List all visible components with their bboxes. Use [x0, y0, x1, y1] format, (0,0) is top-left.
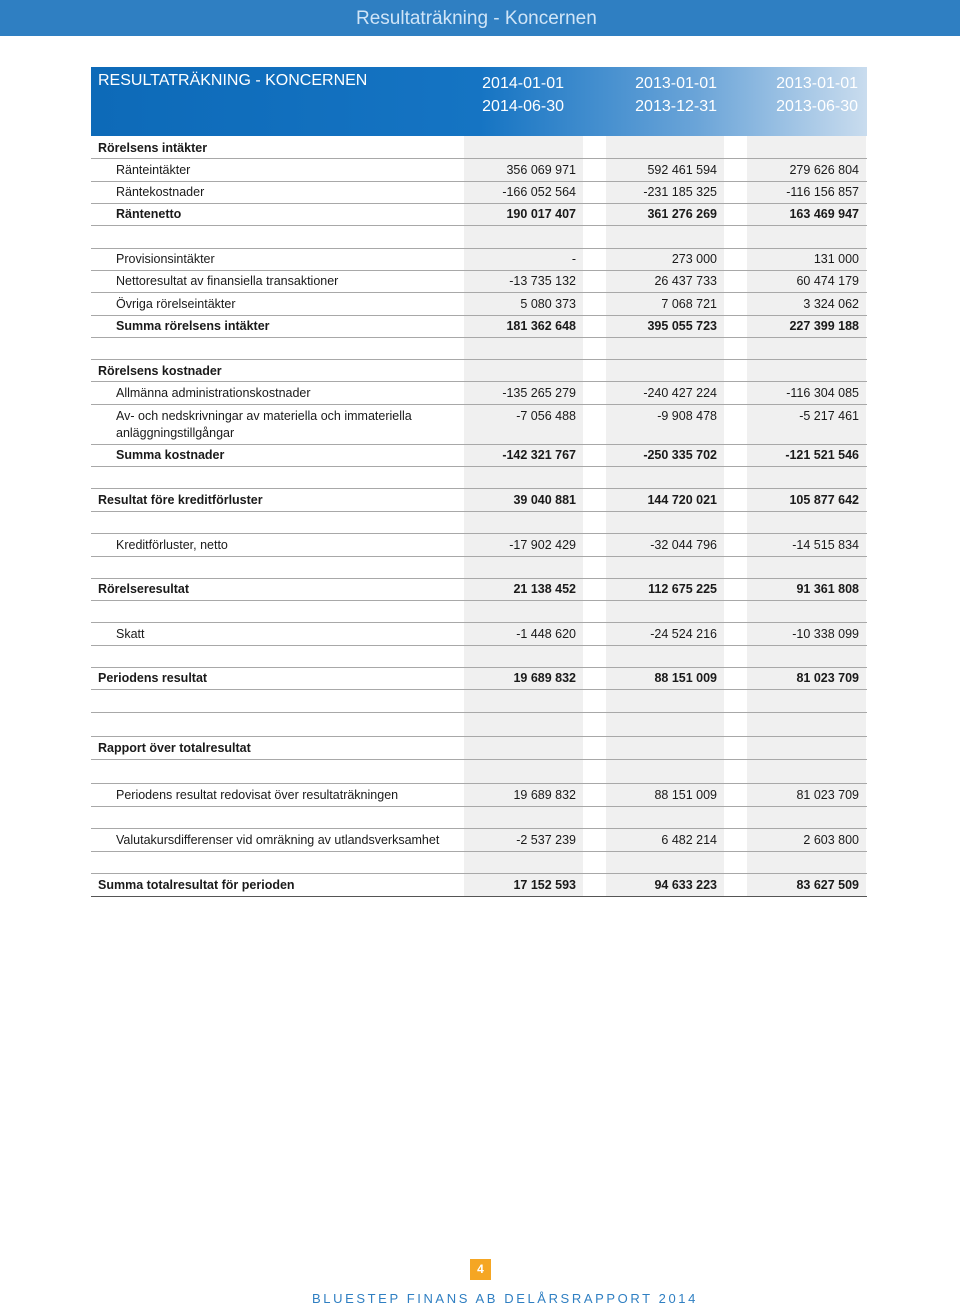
cell-value: 17 152 593 [513, 878, 576, 892]
cell-value: 163 469 947 [789, 207, 859, 221]
cell-value: -1 448 620 [516, 627, 576, 641]
cell-value: 88 151 009 [654, 671, 717, 685]
row-label: Summa totalresultat för perioden [98, 878, 295, 892]
cell-value: 91 361 808 [796, 582, 859, 596]
cell-value: 26 437 733 [654, 274, 717, 288]
cell-value: 356 069 971 [506, 163, 576, 177]
cell-value: 3 324 062 [803, 297, 859, 311]
cell-value: 227 399 188 [789, 319, 859, 333]
row-label: Allmänna administrationskostnader [116, 386, 311, 400]
row-label: Provisionsintäkter [116, 252, 215, 266]
cell-value: -250 335 702 [643, 448, 717, 462]
cell-value: 361 276 269 [647, 207, 717, 221]
cell-value: 60 474 179 [796, 274, 859, 288]
cell-value: 2 603 800 [803, 833, 859, 847]
table-title: RESULTATRÄKNING - KONCERNEN [98, 72, 368, 89]
cell-value: 19 689 832 [513, 671, 576, 685]
cell-value: -5 217 461 [799, 409, 859, 423]
column-header-3: 2013-01-01 2013-06-30 [776, 75, 858, 115]
cell-value: 592 461 594 [647, 163, 717, 177]
cell-value: 105 877 642 [789, 493, 859, 507]
page-header-bar [0, 0, 960, 36]
cell-value: -9 908 478 [657, 409, 717, 423]
row-label: Rörelseresultat [98, 582, 190, 596]
cell-value: 190 017 407 [506, 207, 576, 221]
cell-value: 7 068 721 [661, 297, 717, 311]
footer-text: BLUESTEP FINANS AB DELÅRSRAPPORT 2014 [312, 1291, 698, 1306]
cell-value: 81 023 709 [796, 671, 859, 685]
cell-value: -166 052 564 [502, 185, 576, 199]
cell-value: -135 265 279 [502, 386, 576, 400]
cell-value: -2 537 239 [516, 833, 576, 847]
page-number-badge: 4 [470, 1259, 491, 1280]
row-label: Räntenetto [116, 207, 182, 221]
cell-value: 81 023 709 [796, 788, 859, 802]
cell-value: -240 427 224 [643, 386, 717, 400]
section-heading: Rörelsens intäkter [98, 141, 208, 155]
cell-value: 279 626 804 [789, 163, 859, 177]
cell-value: 83 627 509 [796, 878, 859, 892]
row-label: Valutakursdifferenser vid omräkning av utlandsverksamhet [116, 833, 440, 847]
cell-value: 273 000 [671, 252, 717, 266]
cell-value: 395 055 723 [647, 319, 717, 333]
table-header [91, 67, 867, 136]
cell-value: 6 482 214 [661, 833, 717, 847]
section-heading: Rapport över totalresultat [98, 741, 251, 755]
cell-value: 39 040 881 [513, 493, 576, 507]
column-header-1: 2014-01-01 2014-06-30 [482, 75, 564, 115]
cell-value: 112 675 225 [648, 582, 717, 596]
cell-value: -231 185 325 [643, 185, 717, 199]
row-label: Periodens resultat redovisat över resultaträkningen [116, 788, 399, 802]
row-label: Summa kostnader [116, 448, 225, 462]
cell-value: -14 515 834 [792, 538, 859, 552]
cell-value: 181 362 648 [506, 319, 576, 333]
cell-value: - [571, 252, 576, 266]
cell-value: -142 321 767 [502, 448, 576, 462]
row-label: Skatt [116, 627, 145, 641]
row-label: Resultat före kreditförluster [98, 493, 263, 507]
cell-value: 94 633 223 [654, 878, 717, 892]
row-label: Periodens resultat [98, 671, 208, 685]
cell-value: 144 720 021 [647, 493, 717, 507]
cell-value: -116 156 857 [786, 185, 859, 199]
cell-value: 5 080 373 [520, 297, 576, 311]
row-label: Övriga rörelseintäkter [116, 297, 236, 311]
row-label: Ränteintäkter [116, 163, 191, 177]
row-label: Kreditförluster, netto [116, 538, 228, 552]
column-header-2: 2013-01-01 2013-12-31 [635, 75, 717, 115]
cell-value: -17 902 429 [509, 538, 576, 552]
cell-value: -24 524 216 [650, 627, 717, 641]
cell-value: -116 304 085 [786, 386, 859, 400]
row-label: Räntekostnader [116, 185, 205, 199]
cell-value: 21 138 452 [513, 582, 576, 596]
cell-value: 88 151 009 [654, 788, 717, 802]
cell-value: -121 521 546 [785, 448, 859, 462]
cell-value: -32 044 796 [650, 538, 717, 552]
section-heading: Rörelsens kostnader [98, 364, 222, 378]
row-label: Nettoresultat av finansiella transaktioner [116, 274, 339, 288]
cell-value: -7 056 488 [516, 409, 576, 423]
cell-value: 131 000 [813, 252, 859, 266]
cell-value: 19 689 832 [513, 788, 576, 802]
page-title: Resultaträkning - Koncernen [356, 8, 597, 29]
row-label: Summa rörelsens intäkter [116, 319, 270, 333]
cell-value: -10 338 099 [792, 627, 859, 641]
cell-value: -13 735 132 [509, 274, 576, 288]
row-label: Av- och nedskrivningar av materiella och immateriella anläggningstillgångar [116, 409, 412, 440]
